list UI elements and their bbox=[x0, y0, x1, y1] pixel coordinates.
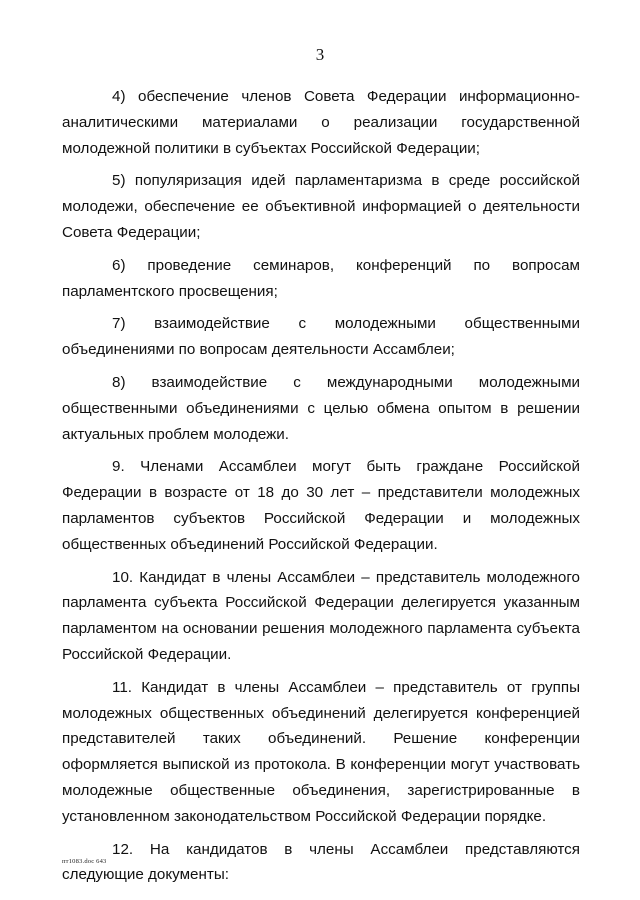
paragraph-item-8: 8) взаимодействие с международными молодежными общественными объединениями с целью обмена опытом в решении актуальных проблем молодежи. bbox=[62, 373, 580, 443]
paragraph-clause-12: 12. На кандидатов в члены Ассамблеи представляются следующие документы: bbox=[62, 840, 580, 884]
paragraph-clause-11: 11. Кандидат в члены Ассамблеи – представитель от группы молодежных общественных объединений делегируется конференцией представителей таких объединений. Решение конференции оформляется выпиской из протокола. В конференции могут участвовать молодежные общественные объединения, зарегистрированные в установленном законодательством Российской Федерации порядке. bbox=[62, 678, 580, 825]
document-body bbox=[62, 84, 580, 895]
paragraph-item-7: 7) взаимодействие с молодежными общественными объединениями по вопросам деятельности Ассамблеи; bbox=[62, 315, 580, 359]
paragraph-clause-9: 9. Членами Ассамблеи могут быть граждане Российской Федерации в возрасте от 18 до 30 лет – представители молодежных парламентов субъектов Российской Федерации и молодежных общественных объединений Российской Федерации. bbox=[62, 458, 580, 553]
paragraph-item-5: 5) популяризация идей парламентаризма в среде российской молодежи, обеспечение ее объективной информацией о деятельности Совета Федерации; bbox=[62, 172, 580, 241]
page-number: 3 bbox=[315, 45, 325, 64]
paragraph-clause-10: 10. Кандидат в члены Ассамблеи – представитель молодежного парламента субъекта Российской Федерации делегируется указанным парламентом на основании решения молодежного парламента субъекта Российской Федерации. bbox=[62, 568, 580, 663]
footer-file-reference: пт1083.doc 643 bbox=[62, 858, 107, 865]
paragraph-item-4: 4) обеспечение членов Совета Федерации информационно-аналитическими материалами о реализации государственной молодежной политики в субъектах Российской Федерации; bbox=[62, 88, 580, 157]
paragraph-item-6: 6) проведение семинаров, конференций по вопросам парламентского просвещения; bbox=[62, 256, 580, 300]
